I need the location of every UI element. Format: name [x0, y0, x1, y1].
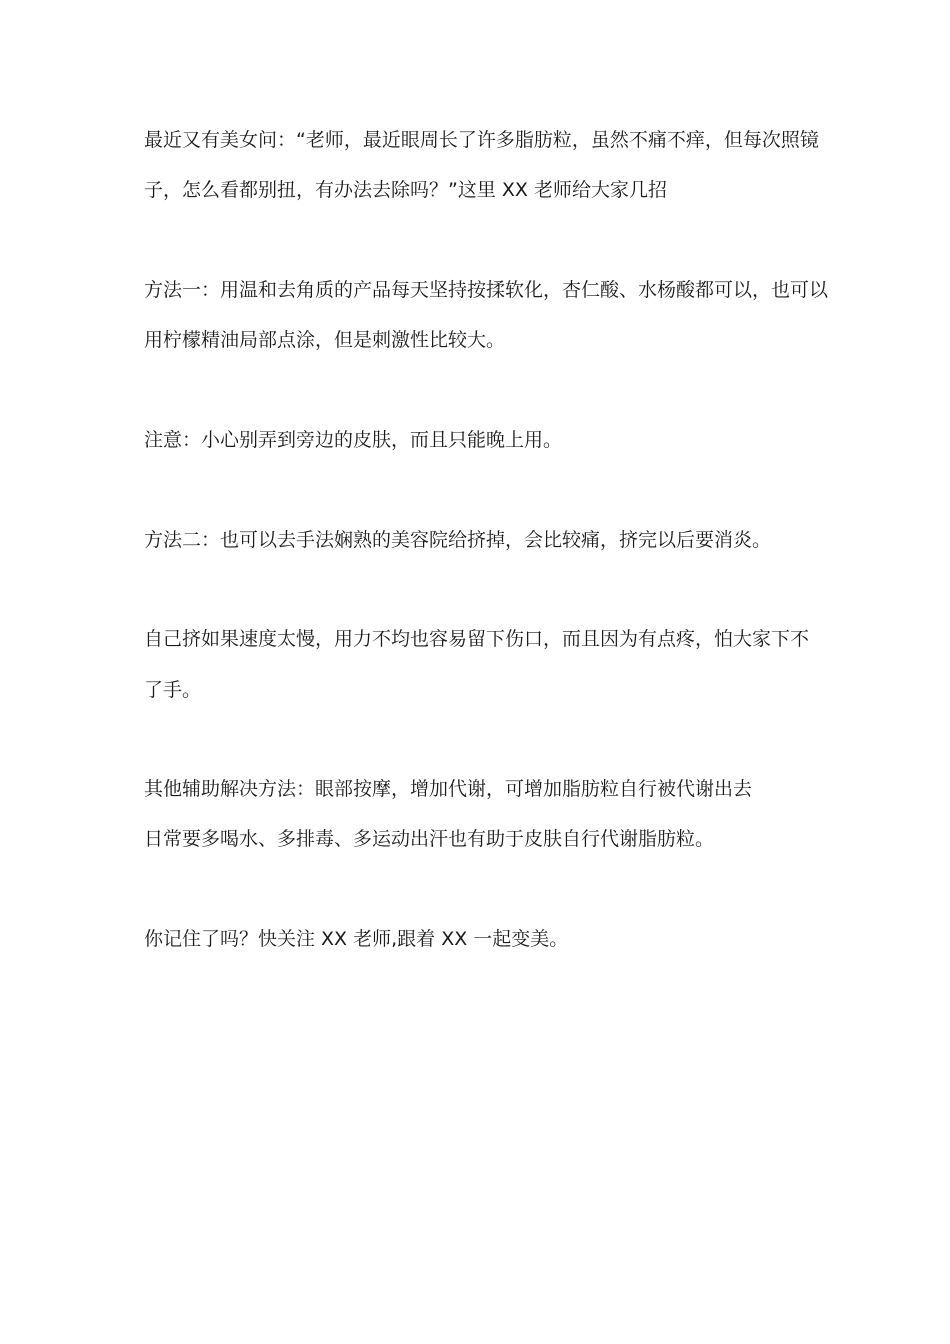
- caution-line: 注意：小心别弄到旁边的皮肤，而且只能晚上用。: [144, 429, 563, 451]
- other-methods-line-1: 其他辅助解决方法：眼部按摩，增加代谢，可增加脂肪粒自行被代谢出去: [144, 778, 753, 800]
- other-methods-line-2: 日常要多喝水、多排毒、多运动出汗也有助于皮肤自行代谢脂肪粒。: [144, 828, 715, 850]
- self-squeeze-line-2: 了手。: [144, 679, 202, 701]
- intro-line-1: 最近又有美女问：“老师，最近眼周长了许多脂肪粒，虽然不痛不痒，但每次照镜: [144, 129, 819, 151]
- method-one-line-2: 用柠檬精油局部点涂，但是刺激性比较大。: [144, 329, 506, 351]
- self-squeeze-line-1: 自己挤如果速度太慢，用力不均也容易留下伤口，而且因为有点疼，怕大家下不: [144, 628, 810, 650]
- intro-line-2: 子，怎么看都别扭，有办法去除吗？”这里 XX 老师给大家几招: [144, 179, 667, 201]
- method-one-line-1: 方法一：用温和去角质的产品每天坚持按揉软化，杏仁酸、水杨酸都可以，也可以: [144, 279, 829, 301]
- closing-line: 你记住了吗？快关注 XX 老师,跟着 XX 一起变美。: [144, 928, 569, 950]
- method-two-line: 方法二：也可以去手法娴熟的美容院给挤掉，会比较痛，挤完以后要消炎。: [144, 529, 772, 551]
